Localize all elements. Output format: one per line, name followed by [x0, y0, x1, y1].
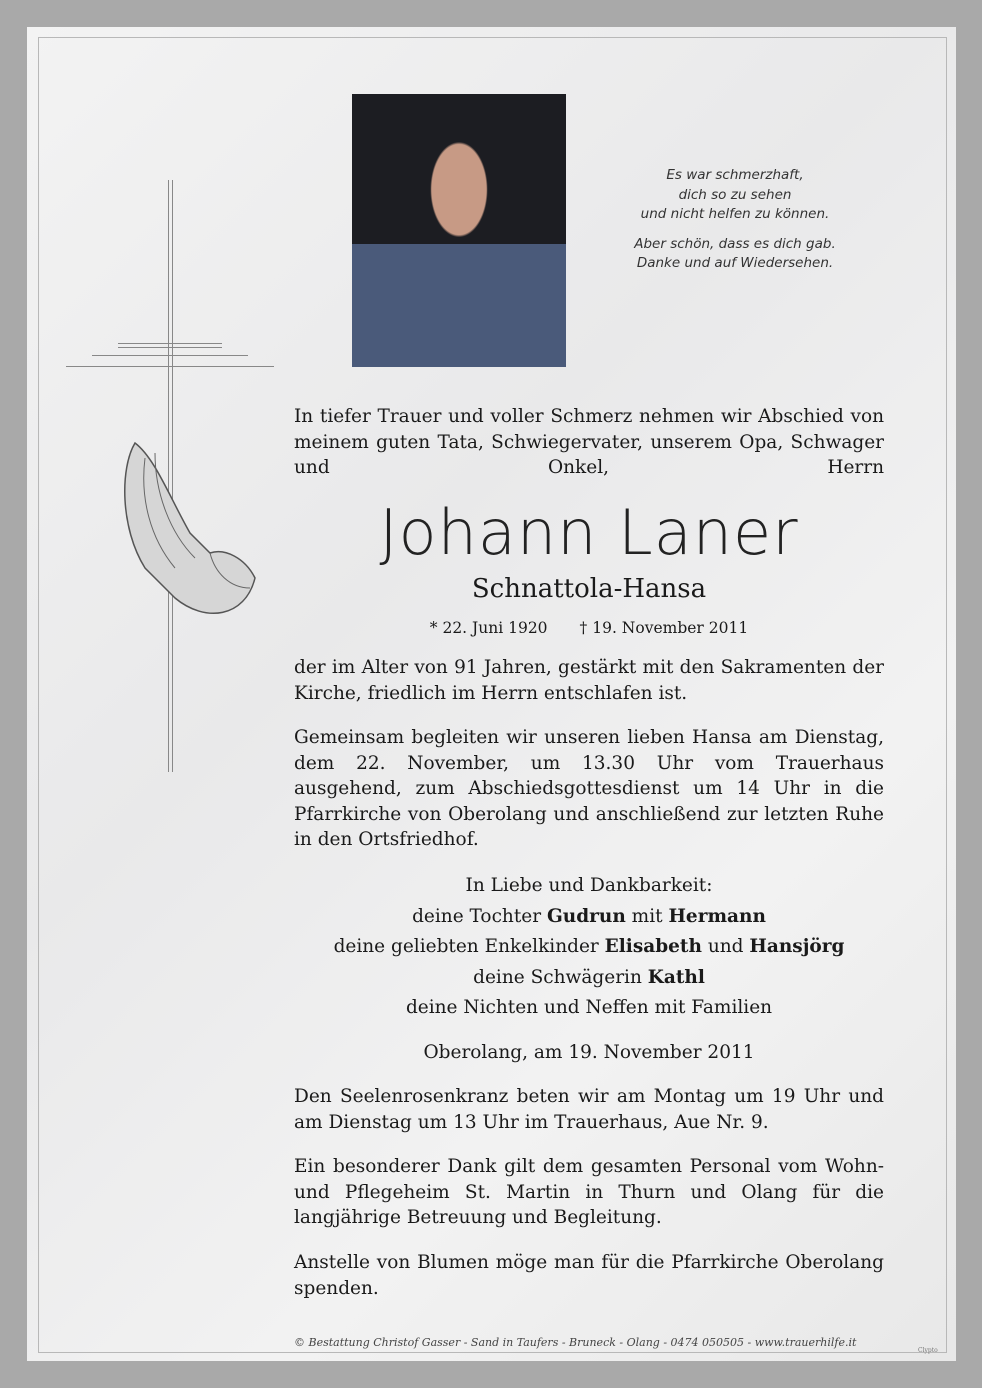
poem-line: und nicht helfen zu können. — [640, 206, 830, 222]
paragraph: Ein besonderer Dank gilt dem gesamten Personal vom Wohn- und Pflegeheim St. Martin in Thurn und Olang für die langjährige Betreuung und Begleitung. — [294, 1156, 884, 1228]
deceased-name: Johann Laner — [379, 496, 799, 569]
nickname: Schnattola-Hansa — [471, 574, 707, 604]
footer: © Bestattung Christof Gasser - Sand in Taufers - Bruneck - Olang - 0474 050505 - www.trauerhilfe.it — [294, 1336, 857, 1349]
praying-hands-icon — [115, 438, 260, 623]
family-list — [294, 871, 884, 1024]
portrait-photo — [352, 94, 566, 367]
family-line: deine Tochter Gudrun mit Hermann — [412, 905, 766, 927]
paragraph: Den Seelenrosenkranz beten wir am Montag um 19 Uhr und am Dienstag um 13 Uhr im Trauerhaus, Aue Nr. 9. — [294, 1086, 884, 1133]
paragraph: Gemeinsam begleiten wir unseren lieben Hansa am Dienstag, dem 22. November, um 13.30 Uhr vom Trauerhaus ausgehend, zum Abschiedsgottesdienst um 14 Uhr in die Pfarrkirche von Oberolang und anschließend zur letzten Ruhe in den Ortsfriedhof. — [294, 727, 884, 850]
poem — [600, 166, 870, 284]
dates — [294, 619, 884, 637]
poem-line: Es war schmerzhaft, — [666, 167, 804, 183]
cross-line — [92, 355, 248, 356]
place-date: Oberolang, am 19. November 2011 — [423, 1042, 755, 1063]
death-date: † 19. November 2011 — [579, 619, 749, 637]
cross-line — [66, 366, 274, 367]
cross-bar — [118, 343, 222, 348]
watermark: Clypto — [918, 1347, 938, 1354]
poem-line: Danke und auf Wiedersehen. — [636, 255, 834, 271]
family-line: deine Nichten und Neffen mit Familien — [405, 997, 773, 1018]
paragraph: Anstelle von Blumen möge man für die Pfarrkirche Oberolang spenden. — [294, 1252, 884, 1299]
paragraph: der im Alter von 91 Jahren, gestärkt mit den Sakramenten der Kirche, friedlich im Herrn entschlafen ist. — [294, 657, 884, 704]
family-line: deine geliebten Enkelkinder Elisabeth und Hansjörg — [333, 936, 845, 957]
poem-line: dich so zu sehen — [678, 186, 792, 203]
birth-date: * 22. Juni 1920 — [429, 619, 548, 637]
poem-line: Aber schön, dass es dich gab. — [634, 235, 836, 252]
family-line: deine Schwägerin Kathl — [473, 966, 705, 988]
family-line: In Liebe und Dankbarkeit: — [465, 875, 713, 896]
intro-text: In tiefer Trauer und voller Schmerz nehmen wir Abschied von meinem guten Tata, Schwiegervater, unserem Opa, Schwager und Onkel, Herrn — [294, 406, 884, 478]
